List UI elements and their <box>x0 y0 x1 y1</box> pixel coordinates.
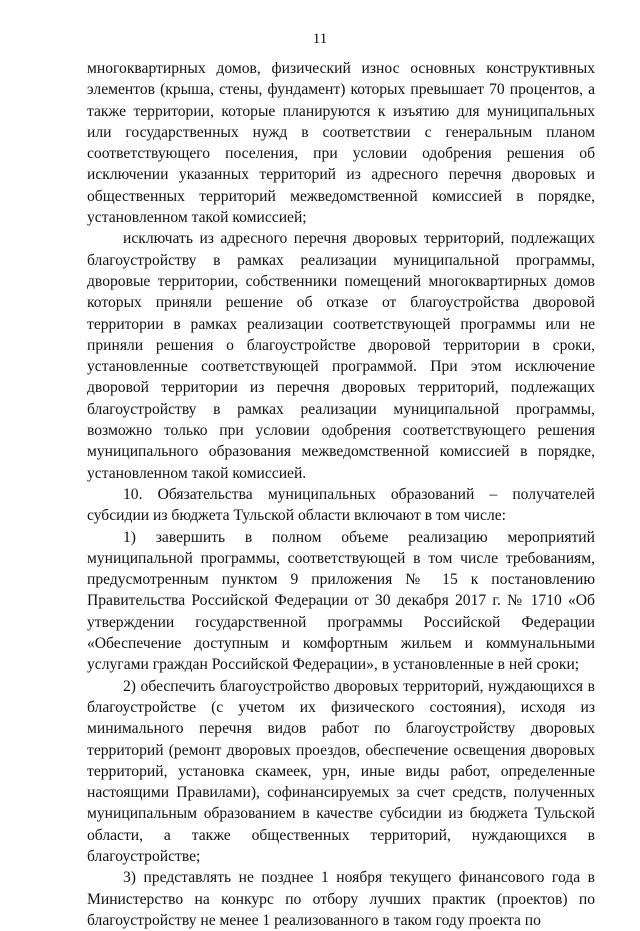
paragraph-continuation: многоквартирных домов, физический износ основных конструктивных элементов (крыша, стены, фундамент) которых превышает 70 процентов, а также территории, которые планируются к изъятию для муниципальных или государственных нужд в соответствии с генеральным планом соответствующего поселения, при условии одобрения решения об исключении указанных территорий из адресного перечня дворовых и общественных территорий межведомственной комиссией в порядке, установленном такой комиссией; <box>87 60 595 227</box>
page-number: 11 <box>312 31 328 47</box>
paragraph-obligation-1: 1) завершить в полном объеме реализацию мероприятий муниципальной программы, соответствующей в том числе требованиям, предусмотренным пунктом 9 приложения № 15 к постановлению Правительства Российской Федерации от 30 декабря 2017 г. № 1710 «Об утверждении государственной программы Российской Федерации «Обеспечение доступным и комфортным жильем и коммунальными услугами граждан Российской Федерации», в установленные в ней сроки; <box>87 528 595 674</box>
document-body <box>87 58 595 931</box>
paragraph-obligations-heading: 10. Обязательства муниципальных образований – получателей субсидии из бюджета Тульской области включают в том числе: <box>87 485 595 525</box>
paragraph-obligation-2: 2) обеспечить благоустройство дворовых территорий, нуждающихся в благоустройстве (с учетом их физического состояния), исходя из минимального перечня видов работ по благоустройству дворовых территорий (ремонт дворовых проездов, обеспечение освещения дворовых территорий, установка скамеек, урн, иные виды работ, определенные настоящими Правилами), софинансируемых за счет средств, полученных муниципальным образованием в качестве субсидии из бюджета Тульской области, а также общественных территорий, нуждающихся в благоустройстве; <box>87 677 595 865</box>
paragraph-obligation-3: 3) представлять не позднее 1 ноября текущего финансового года в Министерство на конкурс по отбору лучших практик (проектов) по благоустройству не менее 1 реализованного в таком году проекта по <box>87 869 595 929</box>
paragraph-exclusion-rule: исключать из адресного перечня дворовых территорий, подлежащих благоустройству в рамках реализации муниципальной программы, дворовые территории, собственники помещений многоквартирных домов которых приняли решение об отказе от благоустройства дворовой территории в рамках реализации соответствующей программы или не приняли решения о благоустройстве дворовой территории в сроки, установленные соответствующей программой. При этом исключение дворовой территории из перечня дворовых территорий, подлежащих благоустройству в рамках реализации муниципальной программы, возможно только при условии одобрения соответствующего решения муниципального образования межведомственной комиссией в порядке, установленном такой комиссией. <box>87 230 595 482</box>
